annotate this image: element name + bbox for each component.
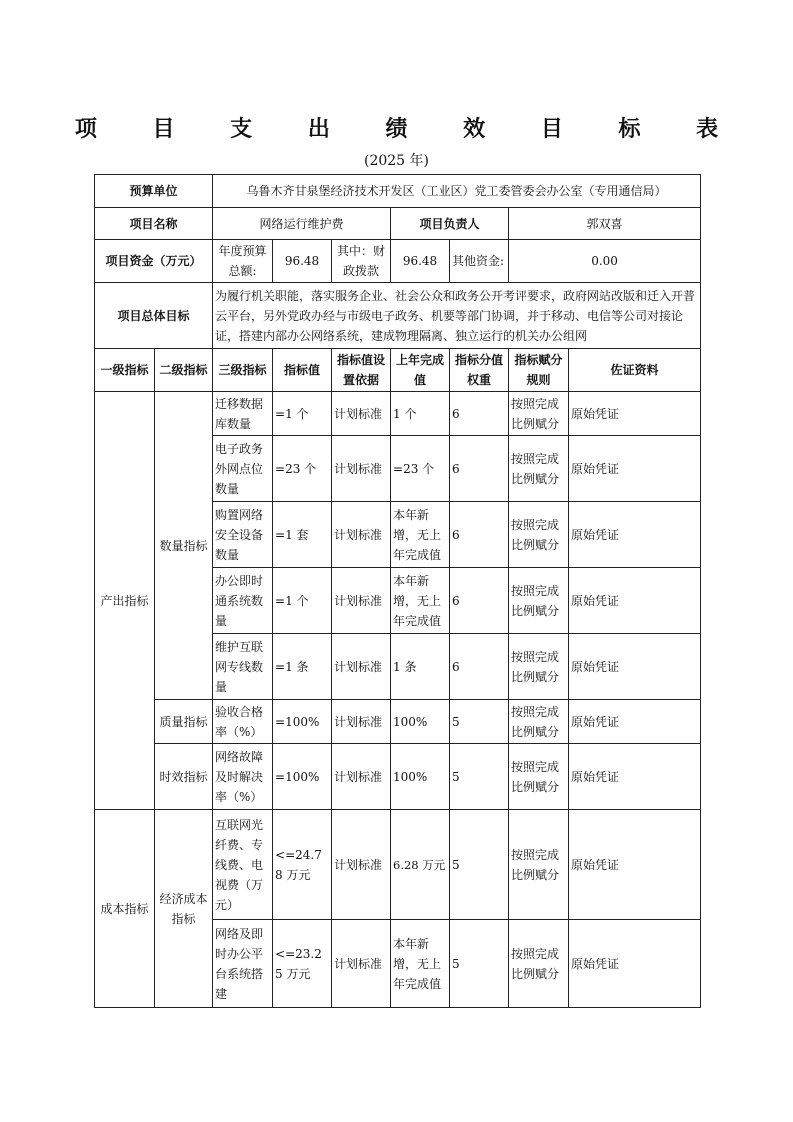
- header-evidence: 佐证资料: [569, 349, 701, 392]
- page-title: 项 目 支 出 绩 效 目 标 表: [74, 116, 743, 142]
- level3-cell: 互联网光纤费、专线费、电视费（万元）: [213, 810, 273, 920]
- weight-cell: 6: [450, 436, 509, 502]
- project-name-value: 网络运行维护费: [213, 208, 391, 240]
- evidence-cell: 原始凭证: [569, 810, 701, 920]
- unit-label: 预算单位: [95, 175, 213, 208]
- header-prev: 上年完成值: [391, 349, 450, 392]
- evidence-cell: 原始凭证: [569, 634, 701, 700]
- basis-cell: 计划标准: [332, 568, 391, 634]
- level2-quantity: 数量指标: [155, 392, 213, 700]
- evidence-cell: 原始凭证: [569, 920, 701, 1008]
- value-cell: =100%: [273, 700, 332, 744]
- goal-label: 项目总体目标: [95, 283, 213, 349]
- value-cell: =1 个: [273, 568, 332, 634]
- level3-cell: 验收合格率（%）: [213, 700, 273, 744]
- value-cell: <=24.78 万元: [273, 810, 332, 920]
- rule-cell: 按照完成比例赋分: [509, 920, 569, 1008]
- basis-cell: 计划标准: [332, 502, 391, 568]
- header-basis: 指标值设置依据: [332, 349, 391, 392]
- goal-value: 为履行机关职能，落实服务企业、社会公众和政务公开考评要求，政府网站改版和迁入开普云平台，另外党政办经与市级电子政务、机要等部门协调，并于移动、电信等公司对接论证，搭建内部办公网络系统，建成物理隔离、独立运行的机关办公组网: [213, 283, 701, 349]
- basis-cell: 计划标准: [332, 634, 391, 700]
- weight-cell: 6: [450, 392, 509, 436]
- rule-cell: 按照完成比例赋分: [509, 436, 569, 502]
- prev-cell: =23 个: [391, 436, 450, 502]
- basis-cell: 计划标准: [332, 392, 391, 436]
- rule-cell: 按照完成比例赋分: [509, 700, 569, 744]
- fiscal-label: 其中：财政拨款: [332, 240, 391, 283]
- value-cell: <=23.25 万元: [273, 920, 332, 1008]
- level3-cell: 办公即时通系统数量: [213, 568, 273, 634]
- evidence-cell: 原始凭证: [569, 700, 701, 744]
- project-name-label: 项目名称: [95, 208, 213, 240]
- prev-cell: 本年新增，无上年完成值: [391, 920, 450, 1008]
- header-value: 指标值: [273, 349, 332, 392]
- weight-cell: 5: [450, 744, 509, 810]
- level1-output: 产出指标: [95, 392, 155, 810]
- level2-quality: 质量指标: [155, 700, 213, 744]
- funds-row: [95, 240, 701, 283]
- evidence-cell: 原始凭证: [569, 568, 701, 634]
- basis-cell: 计划标准: [332, 744, 391, 810]
- level3-cell: 购置网络安全设备数量: [213, 502, 273, 568]
- weight-cell: 6: [450, 568, 509, 634]
- level3-cell: 网络及即时办公平台系统搭建: [213, 920, 273, 1008]
- leader-label: 项目负责人: [391, 208, 509, 240]
- annual-budget-label: 年度预算总额:: [213, 240, 273, 283]
- basis-cell: 计划标准: [332, 810, 391, 920]
- annual-budget-value: 96.48: [273, 240, 332, 283]
- basis-cell: 计划标准: [332, 436, 391, 502]
- year-label: (2025 年): [363, 153, 429, 169]
- header-level2: 二级指标: [155, 349, 213, 392]
- funds-label: 项目资金（万元）: [95, 240, 213, 283]
- weight-cell: 5: [450, 810, 509, 920]
- basis-cell: 计划标准: [332, 920, 391, 1008]
- name-row: [95, 208, 701, 240]
- weight-cell: 6: [450, 502, 509, 568]
- table-row: [95, 700, 701, 744]
- value-cell: =23 个: [273, 436, 332, 502]
- weight-cell: 5: [450, 700, 509, 744]
- prev-cell: 100%: [391, 744, 450, 810]
- prev-cell: 1 条: [391, 634, 450, 700]
- table-row: [95, 392, 701, 436]
- value-cell: =1 条: [273, 634, 332, 700]
- table-row: [95, 810, 701, 920]
- table-row: [95, 744, 701, 810]
- fiscal-value: 96.48: [391, 240, 450, 283]
- unit-value: 乌鲁木齐甘泉堡经济技术开发区（工业区）党工委管委会办公室（专用通信局）: [213, 175, 701, 208]
- evidence-cell: 原始凭证: [569, 436, 701, 502]
- basis-cell: 计划标准: [332, 700, 391, 744]
- rule-cell: 按照完成比例赋分: [509, 810, 569, 920]
- goal-row: [95, 283, 701, 349]
- rule-cell: 按照完成比例赋分: [509, 744, 569, 810]
- rule-cell: 按照完成比例赋分: [509, 568, 569, 634]
- value-cell: =1 个: [273, 392, 332, 436]
- header-level1: 一级指标: [95, 349, 155, 392]
- prev-cell: 6.28 万元: [391, 810, 450, 920]
- level3-cell: 迁移数据库数量: [213, 392, 273, 436]
- other-funds-value: 0.00: [509, 240, 701, 283]
- other-funds-label: 其他资金:: [450, 240, 509, 283]
- unit-row: [95, 175, 701, 208]
- level3-cell: 电子政务外网点位数量: [213, 436, 273, 502]
- prev-cell: 本年新增，无上年完成值: [391, 568, 450, 634]
- header-weight: 指标分值权重: [450, 349, 509, 392]
- header-level3: 三级指标: [213, 349, 273, 392]
- level1-cost: 成本指标: [95, 810, 155, 1008]
- level3-cell: 维护互联网专线数量: [213, 634, 273, 700]
- rule-cell: 按照完成比例赋分: [509, 392, 569, 436]
- value-cell: =100%: [273, 744, 332, 810]
- prev-cell: 100%: [391, 700, 450, 744]
- leader-value: 郭双喜: [509, 208, 701, 240]
- rule-cell: 按照完成比例赋分: [509, 502, 569, 568]
- header-rule: 指标赋分规则: [509, 349, 569, 392]
- prev-cell: 本年新增，无上年完成值: [391, 502, 450, 568]
- evidence-cell: 原始凭证: [569, 502, 701, 568]
- level3-cell: 网络故障及时解决率（%）: [213, 744, 273, 810]
- evidence-cell: 原始凭证: [569, 744, 701, 810]
- evidence-cell: 原始凭证: [569, 392, 701, 436]
- level2-economic-cost: 经济成本指标: [155, 810, 213, 1008]
- rule-cell: 按照完成比例赋分: [509, 634, 569, 700]
- prev-cell: 1 个: [391, 392, 450, 436]
- weight-cell: 6: [450, 634, 509, 700]
- performance-table: [94, 174, 701, 1008]
- weight-cell: 5: [450, 920, 509, 1008]
- header-row: [95, 349, 701, 392]
- level2-timeliness: 时效指标: [155, 744, 213, 810]
- value-cell: =1 套: [273, 502, 332, 568]
